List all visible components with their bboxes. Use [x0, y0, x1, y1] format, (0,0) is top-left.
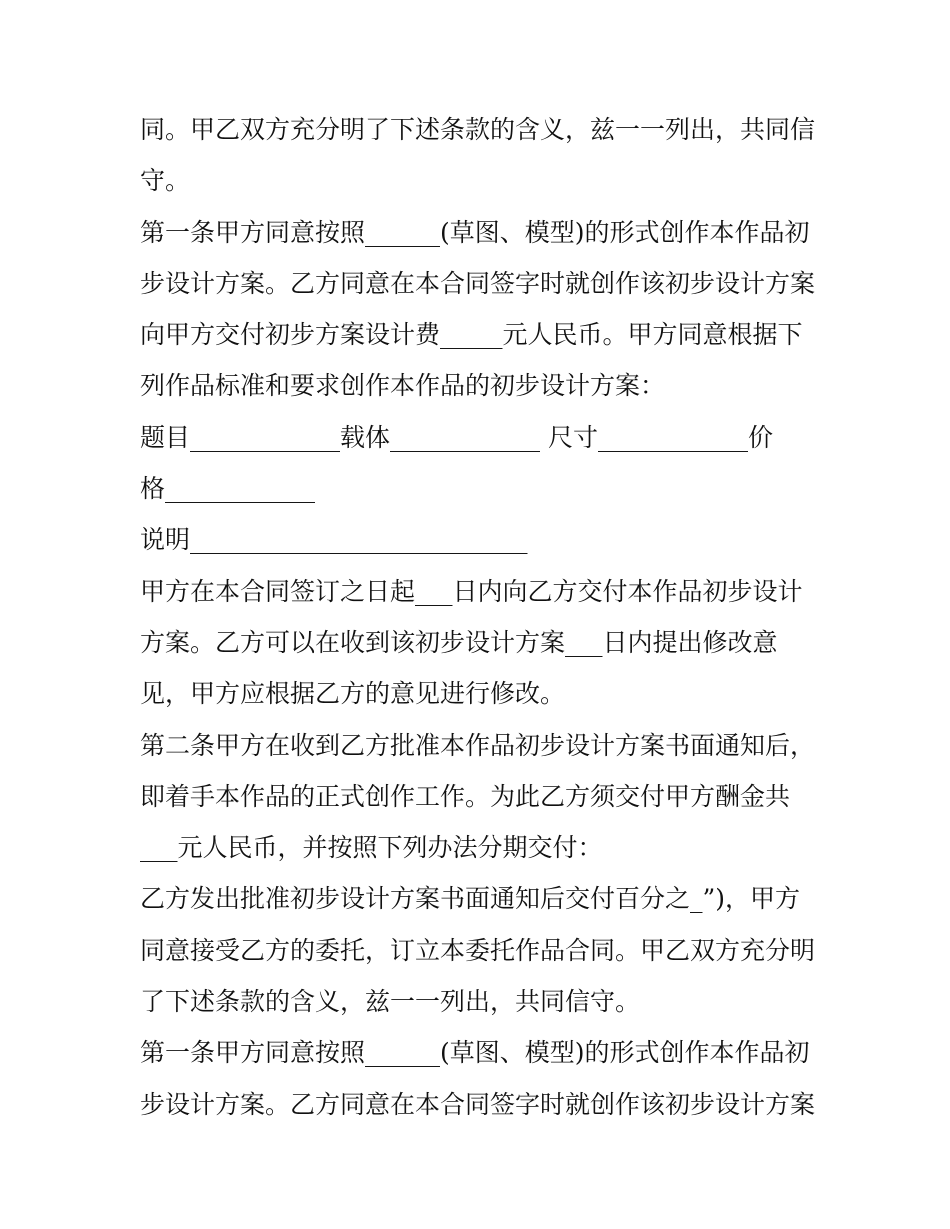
text-line: 方案。乙方可以在收到该初步设计方案___日内提出修改意 — [140, 627, 778, 657]
text-line: 第一条甲方同意按照______(草图、模型)的形式创作本作品初 — [140, 217, 810, 247]
text-line: 同。甲乙双方充分明了下述条款的含义，兹一一列出，共同信 — [140, 115, 816, 144]
text-line: 同意接受乙方的委托，订立本委托作品合同。甲乙双方充分明 — [140, 935, 816, 965]
text-line: 了下述条款的含义，兹一一列出，共同信守。 — [140, 987, 641, 1017]
text-line: 甲方在本合同签订之日起___日内向乙方交付本作品初步设计 — [140, 576, 803, 606]
text-line: 乙方发出批准初步设计方案书面通知后交付百分之_”)，甲方 — [140, 884, 801, 914]
text-line: 步设计方案。乙方同意在本合同签字时就创作该初步设计方案 — [140, 268, 816, 298]
document-body — [140, 104, 820, 1130]
text-line: 即着手本作品的正式创作工作。为此乙方须交付甲方酬金共 — [140, 781, 791, 811]
text-line: 步设计方案。乙方同意在本合同签字时就创作该初步设计方案 — [140, 1089, 816, 1119]
text-line: 第一条甲方同意按照______(草图、模型)的形式创作本作品初 — [140, 1038, 810, 1068]
text-line: 格____________ — [140, 474, 316, 504]
text-line: 第二条甲方在收到乙方批准本作品初步设计方案书面通知后， — [140, 730, 816, 760]
text-line: 守。 — [140, 166, 191, 196]
text-line: ___元人民币，并按照下列办法分期交付： — [140, 833, 603, 863]
text-line: 题目____________载体____________ 尺寸____________价 — [140, 422, 773, 452]
text-line: 见，甲方应根据乙方的意见进行修改。 — [140, 679, 566, 709]
text-line: 列作品标准和要求创作本作品的初步设计方案： — [140, 371, 666, 401]
text-line: 说明___________________________ — [140, 525, 528, 555]
text-line: 向甲方交付初步方案设计费_____元人民币。甲方同意根据下 — [140, 320, 803, 350]
